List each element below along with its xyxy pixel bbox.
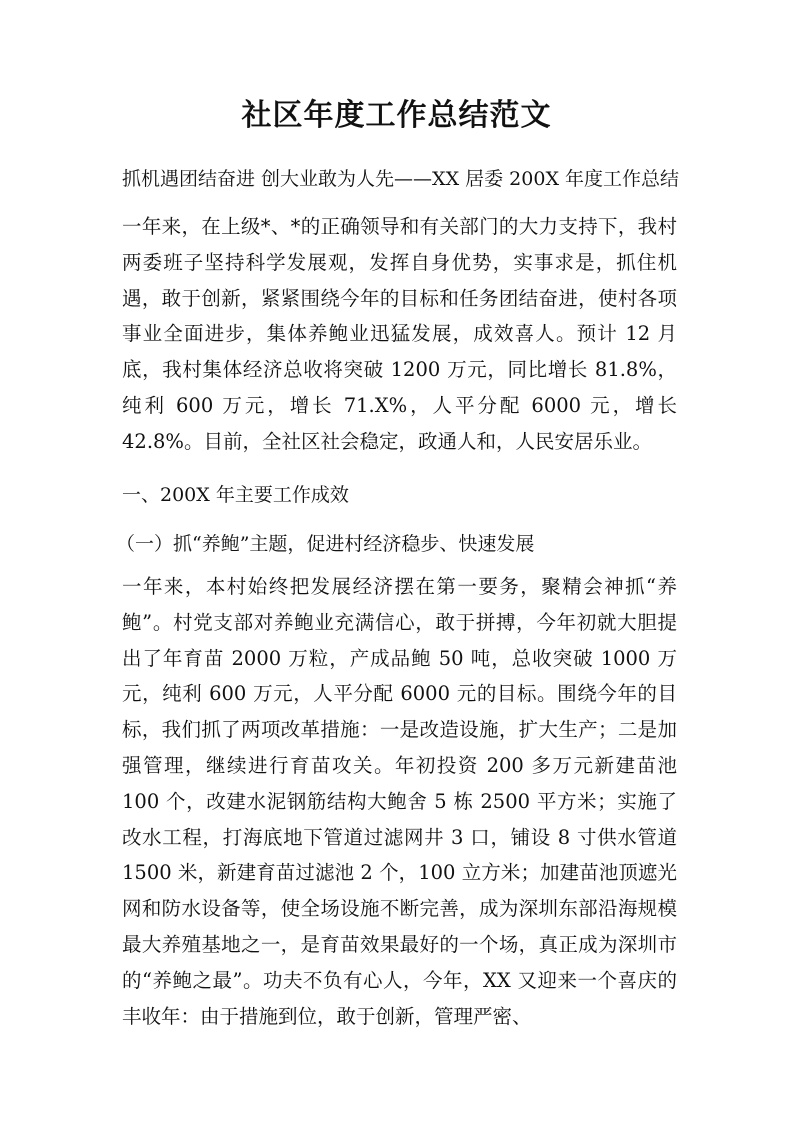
document-title: 社区年度工作总结范文 <box>241 98 552 133</box>
paragraph-intro: 一年来，在上级*、*的正确领导和有关部门的大力支持下，我村两委班子坚持科学发展观，发挥自身优势，实事求是，抓住机遇，敢于创新，紧紧围绕今年的目标和任务团结奋进，使村各项事业全面进步，集体养鲍业迅猛发展，成效喜人。预计 12 月底，我村集体经济总收将突破 1200 万元，同比增长 81.8%，纯利 600 万元，增长 71.X%，人平分配 6000 元，增长 42.8%。目前，全社区社会稳定，政通人和，人民安居乐业。 <box>122 215 677 453</box>
document-subtitle: 抓机遇团结奋进 创大业敢为人先——XX 居委 200X 年度工作总结 <box>122 168 680 190</box>
section-heading-2: （一）抓“养鲍”主题，促进村经济稳步、快速发展 <box>116 533 535 555</box>
section-heading-1: 一、200X 年主要工作成效 <box>122 484 349 506</box>
paragraph-body: 一年来，本村始终把发展经济摆在第一要务，聚精会神抓“养鲍”。村党支部对养鲍业充满信心，敢于拼搏，今年初就大胆提出了年育苗 2000 万粒，产成品鲍 50 吨，总收突破 1000 万元，纯利 600 万元，人平分配 6000 元的目标。围绕今年的目标，我们抓了两项改革措施：一是改造设施，扩大生产；二是加强管理，继续进行育苗攻关。年初投资 200 多万元新建苗池 100 个，改建水泥钢筋结构大鲍舍 5 栋 2500 平方米；实施了改水工程，打海底地下管道过滤网井 3 口，铺设 8 寸供水管道 1500 米，新建育苗过滤池 2 个，100 立方米；加建苗池顶遮光网和防水设备等，使全场设施不断完善，成为深圳东部沿海规模最大养殖基地之一，是育苗效果最好的一个场，真正成为深圳市的“养鲍之最”。功夫不负有心人，今年，XX 又迎来一个喜庆的丰收年：由于措施到位，敢于创新，管理严密、 <box>122 575 677 1028</box>
